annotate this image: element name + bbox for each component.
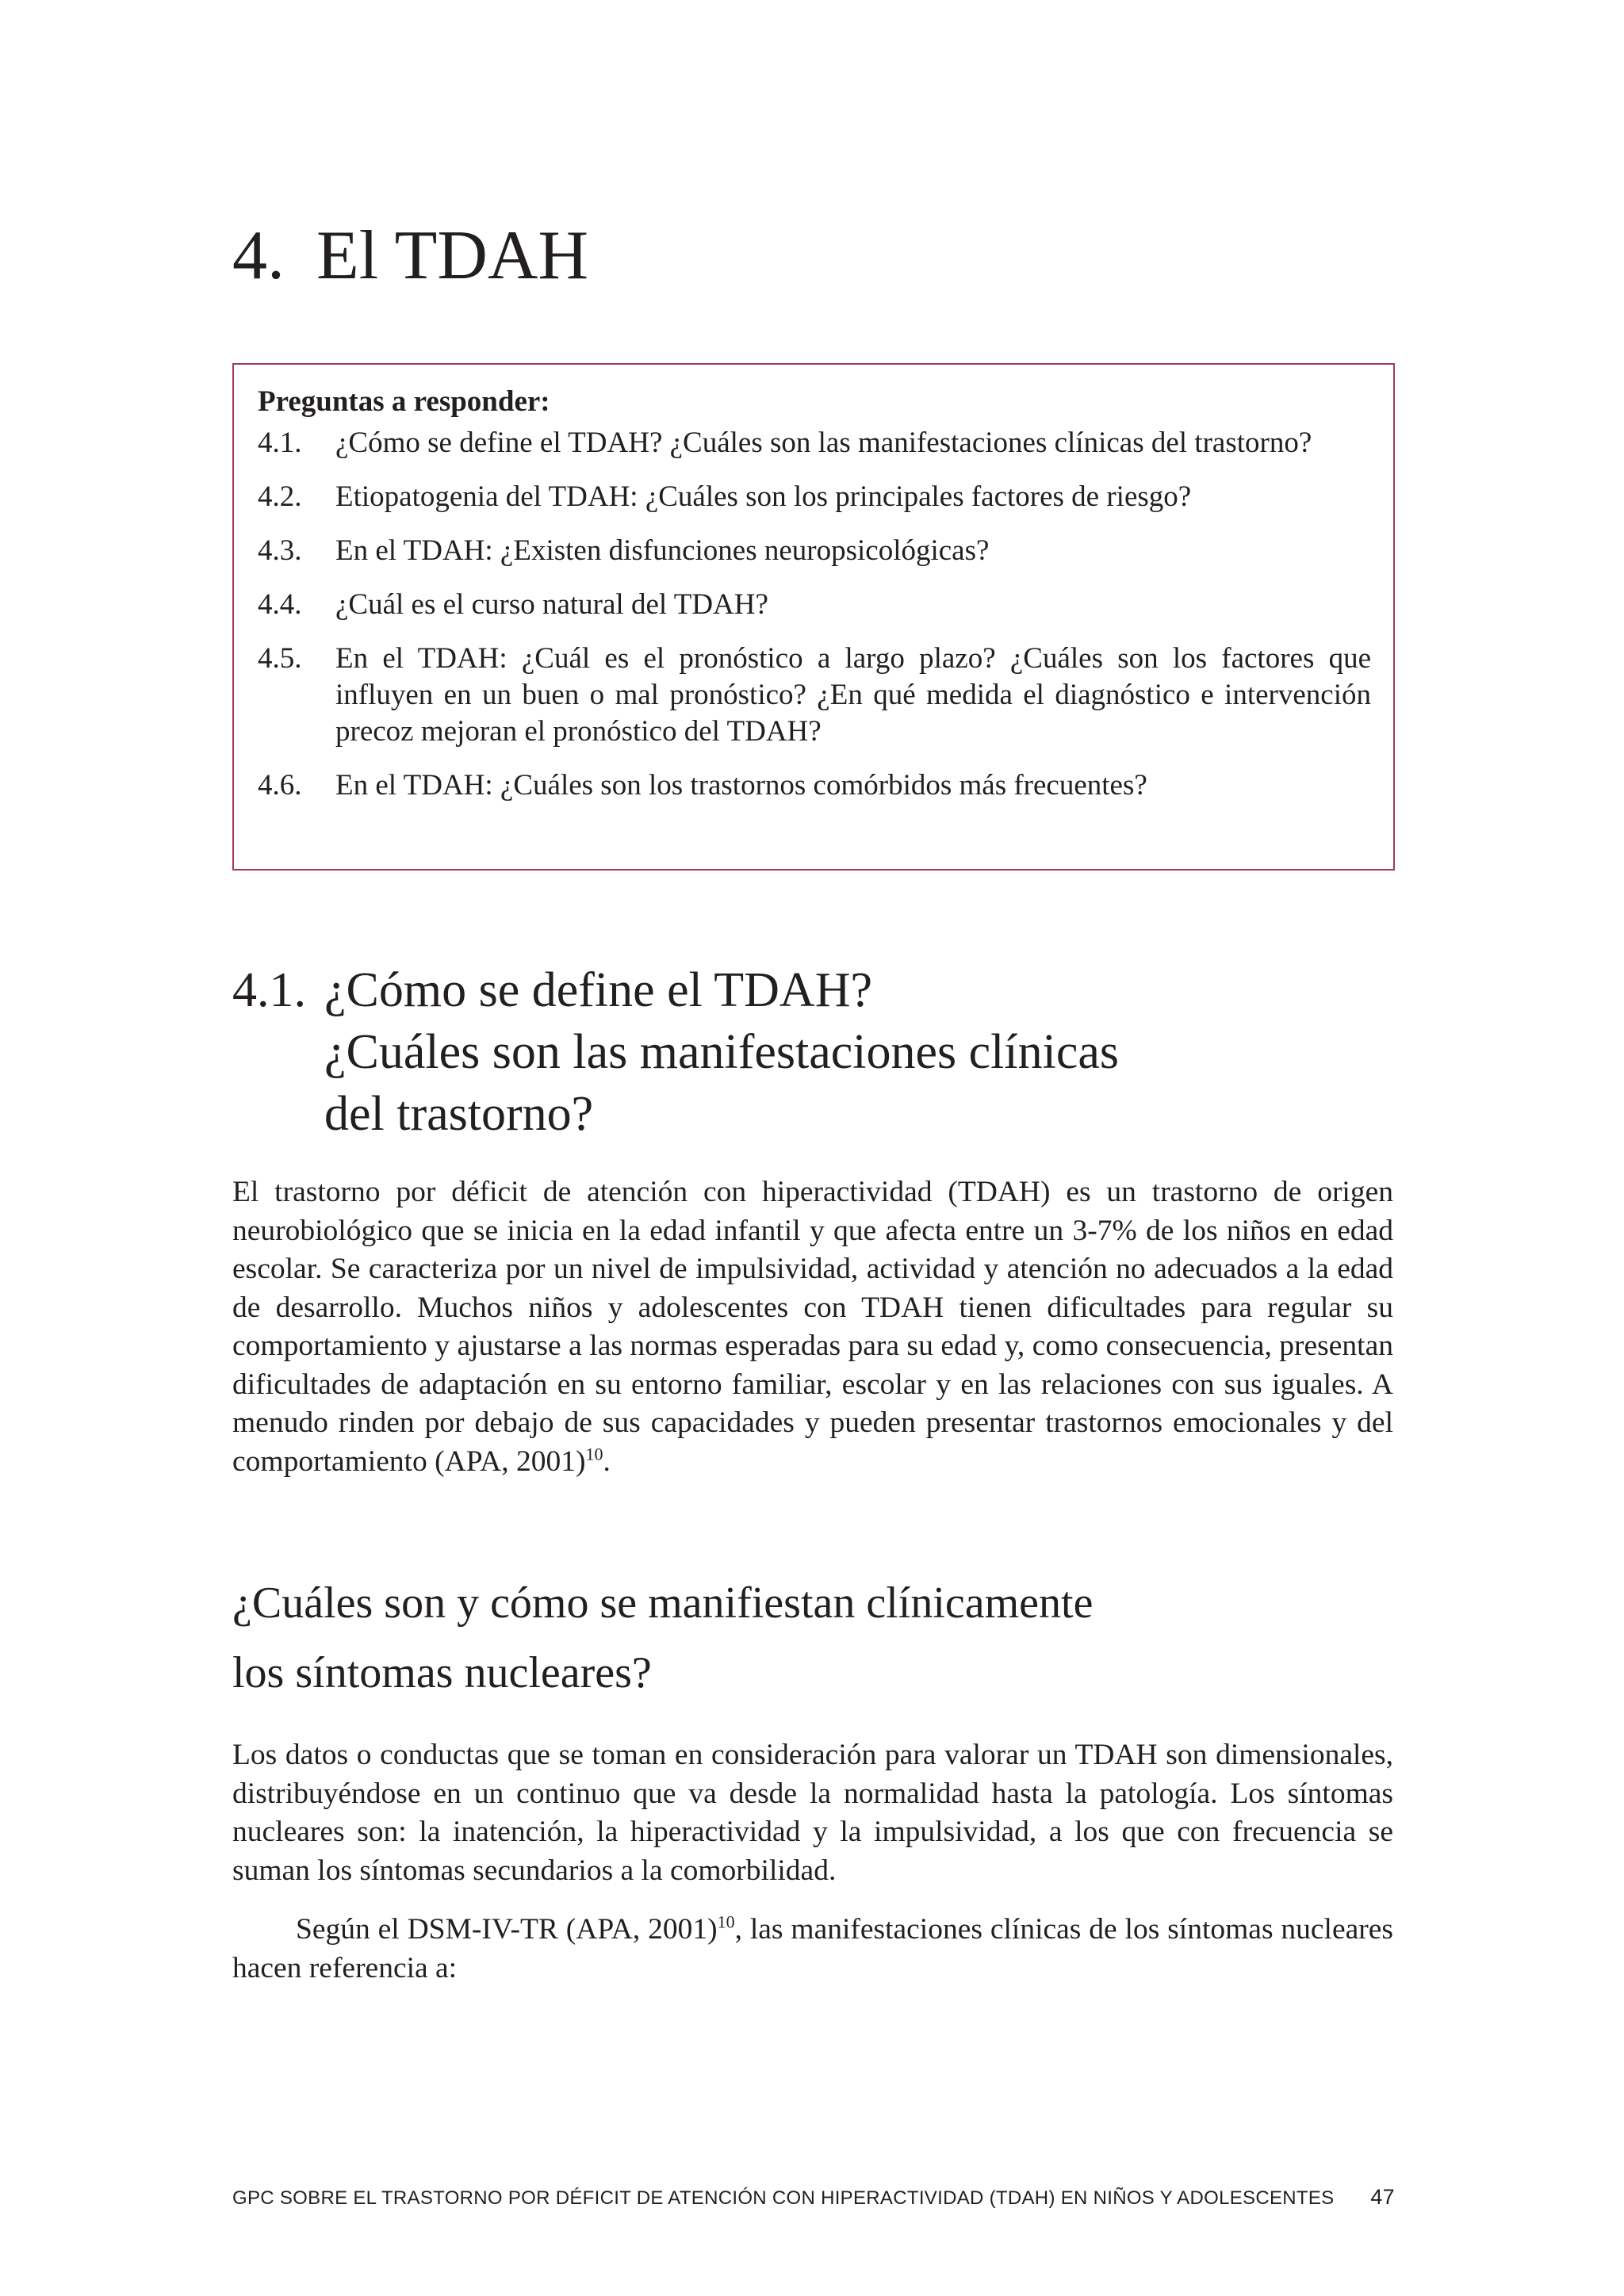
subsection-title-line: los síntomas nucleares? — [232, 1648, 652, 1697]
page-footer — [232, 2185, 1395, 2210]
question-item — [258, 533, 1371, 569]
question-number: 4.5. — [258, 642, 302, 675]
section-title — [232, 959, 1422, 1145]
question-item — [258, 767, 1371, 804]
body-paragraph — [232, 1911, 1393, 1988]
section-title-line: ¿Cómo se define el TDAH? — [324, 963, 872, 1017]
question-text: ¿Cómo se define el TDAH? ¿Cuáles son las manifestaciones clínicas del trastorno? — [335, 427, 1312, 459]
subsection-title-line: ¿Cuáles son y cómo se manifiestan clínicamente — [232, 1578, 1094, 1628]
paragraph-text: Según el DSM-IV-TR (APA, 2001) — [296, 1913, 718, 1946]
reference-superscript: 10 — [717, 1911, 735, 1932]
page-number: 47 — [1370, 2185, 1395, 2209]
question-item — [258, 587, 1371, 623]
question-text: En el TDAH: ¿Cuáles son los trastornos comórbidos más frecuentes? — [335, 769, 1147, 802]
question-item — [258, 641, 1371, 750]
reference-superscript: 10 — [585, 1444, 603, 1464]
section-title-line: ¿Cuáles son las manifestaciones clínicas — [324, 1025, 1120, 1079]
question-text: En el TDAH: ¿Existen disfunciones neuropsicológicas? — [335, 534, 990, 567]
subsection-title — [232, 1568, 1406, 1708]
question-text: ¿Cuál es el curso natural del TDAH? — [335, 588, 768, 621]
question-number: 4.2. — [258, 480, 302, 513]
question-number: 4.3. — [258, 534, 302, 567]
chapter-title — [232, 212, 588, 300]
section-title-text — [324, 959, 1422, 1145]
paragraph-text: El trastorno por déficit de atención con hiperactividad (TDAH) es un trastorno de origen neurobiológico que se inicia en la edad infantil y que afecta entre un 3-7% de los niños en edad escolar. Se caracteriza por un nivel de impulsividad, actividad y atención no adecuados a la edad de desarrollo. Muchos niños y adolescentes con TDAH tienen dificultades para regular su comportamiento y ajustarse a las normas esperadas para su edad y, como consecuencia, presentan dificultades de adaptación en su entorno familiar, escolar y en las relaciones con sus iguales. A menudo rinden por debajo de sus capacidades y pueden presentar trastornos emocionales y del comportamiento (APA, 2001) — [232, 1176, 1393, 1478]
paragraph-text: . — [603, 1445, 611, 1478]
questions-box — [232, 363, 1395, 871]
question-number: 4.4. — [258, 588, 302, 621]
body-paragraph: Los datos o conductas que se toman en consideración para valorar un TDAH son dimensionales, distribuyéndose en un continuo que va desde la normalidad hasta la patología. Los síntomas nucleares son: la inatención, la hiperactividad y la impulsividad, a los que con frecuencia se suman los síntomas secundarios a la comorbilidad. — [232, 1739, 1393, 1887]
body-paragraph — [232, 1173, 1393, 1481]
running-title: GPC SOBRE EL TRASTORNO POR DÉFICIT DE ATENCIÓN CON HIPERACTIVIDAD (TDAH) EN NIÑOS Y ADOLESCENTES — [232, 2187, 1335, 2209]
paragraph-text: , las manifestaciones clínicas de los síntomas nucleares hacen referencia a: — [232, 1913, 1393, 1984]
question-text: Etiopatogenia del TDAH: ¿Cuáles son los principales factores de riesgo? — [335, 480, 1192, 513]
question-number: 4.1. — [258, 427, 302, 459]
question-item — [258, 479, 1371, 515]
chapter-title-text: El TDAH — [316, 217, 589, 294]
question-number: 4.6. — [258, 769, 302, 802]
question-item — [258, 425, 1371, 461]
section-number: 4.1. — [232, 963, 306, 1017]
chapter-number: 4. — [232, 217, 285, 294]
question-text: En el TDAH: ¿Cuál es el pronóstico a largo plazo? ¿Cuáles son los factores que influyen en un buen o mal pronóstico? ¿En qué medida el diagnóstico e intervención precoz mejoran el pronóstico del TDAH? — [335, 642, 1371, 748]
questions-heading: Preguntas a responder: — [258, 385, 550, 418]
section-title-line: del trastorno? — [324, 1087, 594, 1141]
